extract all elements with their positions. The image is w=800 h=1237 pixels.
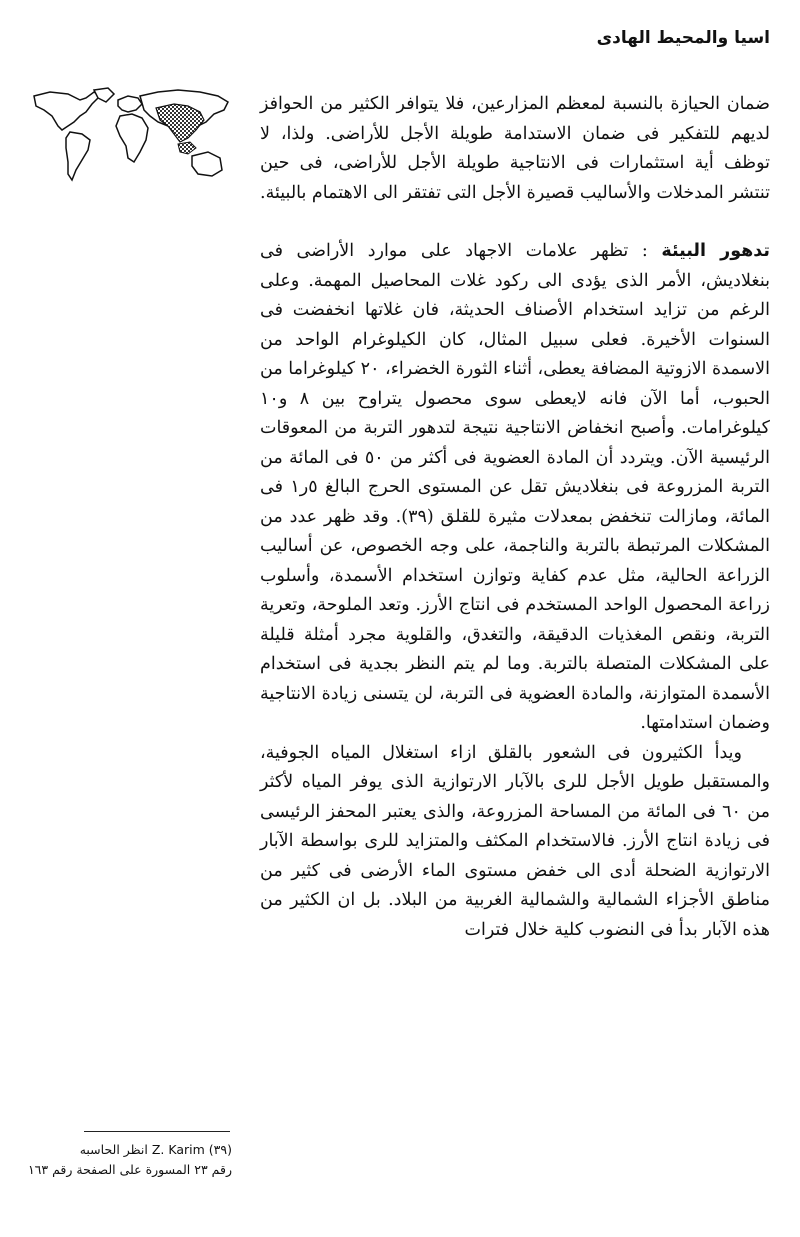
footnote-line-1: [14, 1140, 232, 1160]
footnote-line-2: رقم ٢٣ المسورة على الصفحة رقم ١٦٣: [27, 1162, 232, 1177]
paragraph-1: ضمان الحيازة بالنسبة لمعظم المزارعين، فلا يتوافر الكثير من الحوافز لديهم للتفكير فى ضمان الاستدامة طويلة الأجل للأراضى. ولذا، لا توظف أية استثمارات فى الانتاجية طويلة الأجل للأراضى، فى حين تنتشر المدخلات والأساليب قصيرة الأجل التى تفتقر الى الاهتمام بالبيئة.: [260, 94, 770, 203]
paragraph-3: ويدأ الكثيرون فى الشعور بالقلق ازاء استغلال المياه الجوفية، والمستقبل طويل الأجل للرى بالآبار الارتوازية الذى يوفر المياه لأكثر من ٦٠ فى المائة من المساحة المزروعة، والذى يعتبر المحفز الرئيسى فى زيادة انتاج الأرز. فالاستخدام المكثف والمتزايد للرى بواسطة الآبار الارتوازية الضحلة أدى الى خفض مستوى الماء الأرضى فى كثير من مناطق الأجزاء الشمالية والشمالية الغربية من البلاد. بل ان الكثير من هذه الآبار بدأ فى النضوب كلية خلال فترات: [260, 742, 770, 940]
australia-shape: [192, 152, 222, 176]
world-map-icon: [28, 86, 236, 192]
footnote: [14, 1140, 232, 1180]
section-heading: تدهور البيئة: [661, 241, 770, 261]
southeast-asia-islands: [178, 142, 196, 154]
running-header: اسيا والمحيط الهادى: [596, 28, 770, 48]
paragraph-2: [260, 237, 770, 739]
footnote-author: Z. Karim: [151, 1142, 205, 1157]
paragraph-2-text: : تظهر علامات الاجهاد على موارد الأراضى فى بنغلاديش، الأمر الذى يؤدى الى ركود غلات المحاصيل المهمة. وعلى الرغم من تزايد استخدام الأصناف الحديثة، فان غلاتها انخفضت فى السنوات الأخيرة. فعلى سبيل المثال، كان الكيلوغرام الواحد من الاسمدة الازوتية المضافة يعطى، أثناء الثورة الخضراء، ٢٠ كيلوغراما من الحبوب، أما الآن فانه لايعطى سوى محصول يتراوح بين ٨ و١٠ كيلوغرامات. وأصبح انخفاض الانتاجية نتيجة لتدهور التربة من المعوقات الرئيسية الآن. ويتردد أن المادة العضوية فى أكثر من ٥٠ فى المائة من التربة المزروعة فى بنغلاديش تقل عن المستوى الحرج البالغ ٥ر١ فى المائة، ومازالت تنخفض بمعدلات مثيرة للقلق (٣٩). وقد ظهر عدد من المشكلات المرتبطة بالتربة والناجمة، على وجه الخصوص، عن أساليب الزراعة الحالية، مثل عدم كفاية وتوازن استخدام الأسمدة، وأسلوب زراعة المحصول الواحد المستخدم فى انتاج الأرز. وتعد الملوحة، وتعرية التربة، ونقص المغذيات الدقيقة، والتغدق، والقلوية مجرد أمثلة قليلة على المشكلات المتصلة بالتربة. وما لم يتم النظر بجدية فى استخدام الأسمدة المتوازنة، والمادة العضوية فى التربة، لن يتسنى زيادة الانتاجية وضمان استدامتها.: [260, 241, 771, 733]
footnote-number: (٣٩): [208, 1142, 232, 1157]
africa-shape: [116, 114, 148, 162]
footnote-text-1: انظر الحاسبه: [79, 1142, 148, 1157]
south-america-shape: [66, 132, 90, 180]
footnote-divider: [84, 1131, 230, 1132]
article-body: [260, 90, 770, 945]
europe-shape: [118, 96, 142, 112]
north-america-shape: [34, 92, 100, 130]
